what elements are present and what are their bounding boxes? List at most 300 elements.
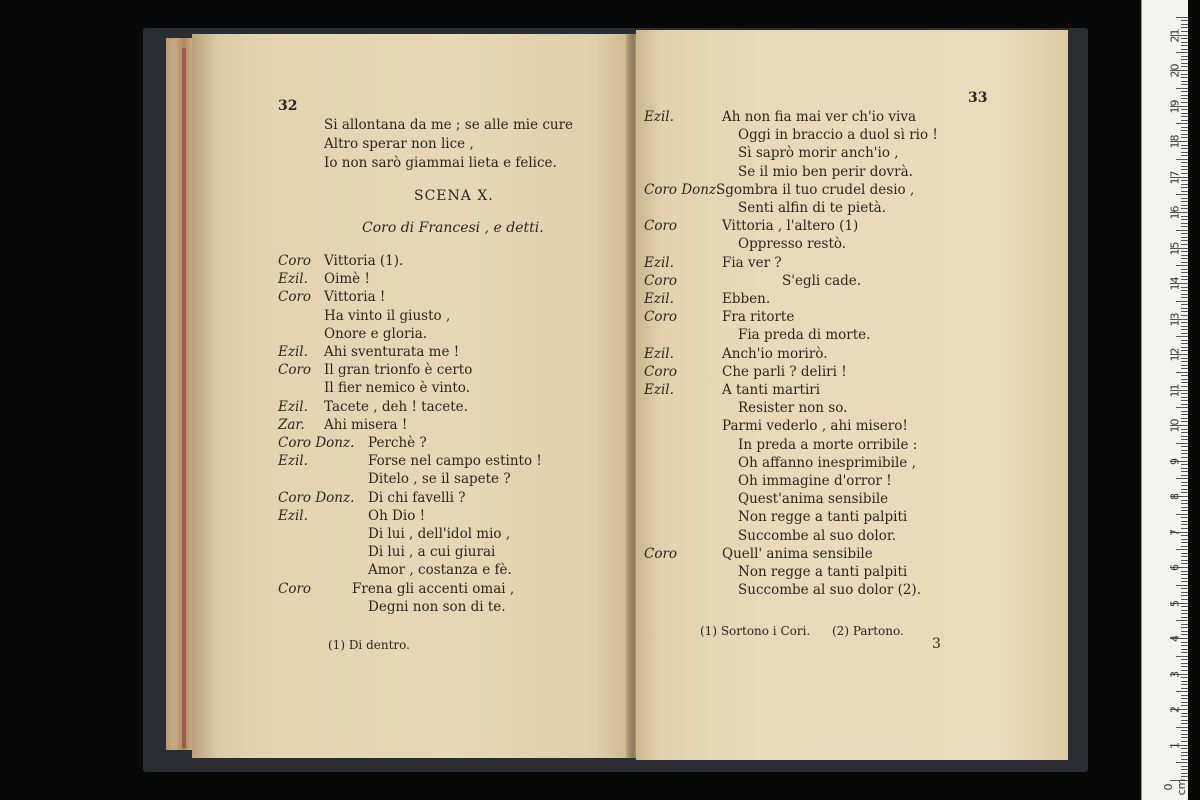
ruler-tick [1181, 528, 1188, 529]
ruler-tick [1181, 560, 1188, 561]
ruler-tick [1181, 208, 1188, 209]
speaker-label: Ezil. [278, 507, 308, 524]
ruler-tick [1181, 152, 1188, 153]
ruler-tick [1181, 294, 1188, 295]
ruler-tick [1176, 762, 1188, 763]
ruler-tick [1181, 340, 1188, 341]
ruler-tick [1176, 88, 1188, 89]
ruler-tick [1181, 45, 1188, 46]
ruler-tick [1181, 276, 1188, 277]
ruler-tick [1181, 308, 1188, 309]
ruler-tick [1176, 478, 1188, 479]
verse-line: Non regge a tanti palpiti [738, 564, 908, 580]
ruler-tick [1181, 272, 1188, 273]
signature-mark: 3 [932, 636, 941, 652]
ruler-tick [1181, 411, 1188, 412]
ruler-tick [1181, 397, 1188, 398]
ruler-tick [1181, 695, 1188, 696]
speaker-label: Ezil. [644, 109, 674, 125]
ruler-tick [1181, 556, 1188, 557]
ruler-tick [1181, 624, 1188, 625]
verse-line: Ha vinto il giusto , [324, 307, 451, 324]
verse-line: In preda a morte orribile : [738, 436, 918, 453]
ruler-number: 9 [1168, 457, 1182, 465]
ruler-tick [1181, 262, 1188, 263]
ruler-tick [1176, 265, 1188, 266]
ruler-tick [1181, 507, 1188, 508]
ruler-tick [1181, 287, 1188, 288]
ruler-tick [1181, 542, 1188, 543]
ruler-number: 8 [1168, 493, 1182, 500]
verse-line: Vittoria ! [324, 289, 386, 306]
ruler-tick [1181, 329, 1188, 330]
speaker-label: Ezil. [278, 271, 308, 288]
ruler-tick [1181, 237, 1188, 238]
page-number-left: 32 [278, 98, 298, 114]
ruler-tick [1181, 59, 1188, 60]
footnote-2: (2) Partono. [832, 624, 904, 638]
ruler-number: 13 [1168, 312, 1182, 326]
ruler-tick [1176, 691, 1188, 692]
ruler-number: 18 [1168, 134, 1182, 149]
ruler-tick [1181, 734, 1188, 735]
ruler-tick [1181, 752, 1188, 753]
ruler-tick [1181, 326, 1188, 327]
ruler-tick [1181, 741, 1188, 742]
ruler-tick [1181, 748, 1188, 749]
ruler-tick [1181, 269, 1188, 270]
verse-line: Oimè ! [324, 271, 370, 288]
verse-line: Fra ritorte [722, 309, 795, 326]
speaker-label: Coro Donz. [278, 489, 355, 506]
ruler-tick [1181, 350, 1188, 351]
ruler-number: 1 [1168, 741, 1182, 749]
ruler-tick [1181, 475, 1188, 476]
ruler-tick [1181, 166, 1188, 167]
speaker-label: Coro Donz. [644, 181, 721, 198]
ruler-tick [1181, 56, 1188, 57]
ruler-tick [1176, 443, 1188, 444]
ruler-tick [1181, 606, 1188, 607]
ruler-tick [1181, 578, 1188, 579]
ruler-tick [1181, 201, 1188, 202]
ruler-tick [1181, 517, 1188, 518]
ruler-tick [1181, 489, 1188, 490]
ruler-tick [1181, 315, 1188, 316]
speaker-label: Coro [278, 580, 312, 597]
ruler-tick [1181, 81, 1188, 82]
ruler-tick [1181, 524, 1188, 525]
speaker-label: Ezil. [644, 345, 674, 362]
verse-line: Io non sarò giammai lieta e felice. [324, 155, 557, 171]
ruler-tick [1176, 230, 1188, 231]
verse-line: Oh affanno inesprimibile , [738, 454, 916, 471]
ruler-tick [1181, 723, 1188, 724]
ruler-tick [1181, 84, 1188, 85]
ruler-tick [1181, 173, 1188, 174]
footnote-left: (1) Di dentro. [328, 638, 410, 652]
ruler-tick [1181, 258, 1188, 259]
verse-line: Il gran trionfo è certo [324, 362, 473, 379]
page-number-right: 33 [968, 90, 988, 106]
ruler-tick [1181, 485, 1188, 486]
ruler-tick [1181, 652, 1188, 653]
verse-line: S'egli cade. [782, 272, 862, 289]
ruler-tick [1181, 688, 1188, 689]
speaker-label: Ezil. [644, 254, 674, 271]
verse-line: Tacete , deh ! tacete. [324, 398, 468, 415]
ruler-tick [1181, 290, 1188, 291]
ruler-number: 4 [1168, 635, 1182, 642]
ruler-tick [1181, 773, 1188, 774]
ruler-number: 10 [1168, 418, 1182, 433]
ruler-tick [1181, 113, 1188, 114]
verse-line: Senti alfin di te pietà. [738, 200, 886, 216]
ruler-tick [1181, 634, 1188, 635]
ruler-tick [1181, 343, 1188, 344]
ruler-tick [1181, 393, 1188, 394]
ruler-tick [1181, 162, 1188, 163]
verse-line: Vittoria , l'altero (1) [722, 218, 859, 235]
ruler-tick [1181, 77, 1188, 78]
verse-line: Si allontana da me ; se alle mie cure [324, 117, 574, 133]
ruler-tick [1181, 457, 1188, 458]
speaker-label: Coro Donz. [278, 435, 355, 451]
ruler-tick [1181, 453, 1188, 454]
verse-line: Oggi in braccio a duol sì rio ! [738, 127, 938, 144]
ruler-tick [1181, 375, 1188, 376]
verse-line: Amor , costanza e fè. [368, 562, 512, 579]
verse-line: Oh immagine d'orror ! [738, 473, 892, 489]
ruler-tick [1176, 17, 1188, 18]
ruler-tick [1181, 677, 1188, 678]
speaker-label: Coro [644, 545, 678, 562]
ruler-tick [1181, 471, 1188, 472]
ruler-tick [1181, 404, 1188, 405]
ruler-tick [1181, 365, 1188, 366]
ruler-tick [1181, 368, 1188, 369]
scene-title: SCENA X. [414, 188, 494, 204]
ruler-tick [1181, 450, 1188, 451]
verse-line: Frena gli accenti omai , [352, 580, 515, 597]
ruler-tick [1181, 617, 1188, 618]
ruler-tick [1181, 737, 1188, 738]
ruler-tick [1181, 659, 1188, 660]
verse-line: Altro sperar non lice , [324, 136, 474, 152]
ruler-tick [1176, 301, 1188, 302]
speaker-label: Coro [278, 362, 312, 379]
ruler-tick [1181, 304, 1188, 305]
verse-line: Oppresso restò. [738, 236, 847, 253]
ruler-tick [1181, 681, 1188, 682]
ruler-number: 7 [1168, 528, 1182, 536]
ruler-tick [1181, 63, 1188, 64]
ruler-tick [1181, 446, 1188, 447]
ruler-tick [1181, 684, 1188, 685]
ruler-number: 3 [1168, 670, 1182, 678]
page-edge-stain [182, 48, 186, 748]
ruler-tick [1176, 194, 1188, 195]
speaker-label: Coro [278, 253, 312, 269]
verse-line: Quell' anima sensibile [722, 545, 873, 562]
verse-line: Succombe al suo dolor. [738, 527, 897, 544]
ruler-tick [1176, 514, 1188, 515]
ruler-tick [1181, 588, 1188, 589]
ruler-tick [1181, 169, 1188, 170]
ruler-tick [1181, 716, 1188, 717]
ruler-tick [1181, 361, 1188, 362]
ruler-tick [1181, 20, 1188, 21]
ruler-tick [1181, 216, 1188, 217]
ruler-number: 2 [1168, 706, 1182, 713]
verse-line: Vittoria (1). [324, 253, 404, 269]
ruler-tick [1181, 553, 1188, 554]
verse-line: Parmi vederlo , ahi misero! [722, 418, 908, 435]
ruler-tick [1181, 468, 1188, 469]
ruler-tick [1181, 755, 1188, 756]
ruler-tick [1181, 109, 1188, 110]
ruler-tick [1181, 233, 1188, 234]
ruler-number: 12 [1168, 347, 1182, 362]
ruler-tick [1176, 123, 1188, 124]
ruler-tick [1181, 95, 1188, 96]
ruler-tick [1181, 219, 1188, 220]
verse-line: Forse nel campo estinto ! [368, 453, 542, 470]
ruler-tick [1181, 482, 1188, 483]
verse-line: A tanti martiri [722, 382, 821, 398]
ruler-tick [1181, 571, 1188, 572]
ruler-tick [1181, 148, 1188, 149]
ruler-tick [1181, 642, 1188, 643]
ruler-tick [1181, 382, 1188, 383]
ruler-tick [1181, 311, 1188, 312]
verse-line: Succombe al suo dolor (2). [738, 582, 921, 599]
ruler-tick [1181, 333, 1188, 334]
ruler-tick [1181, 510, 1188, 511]
ruler-tick [1181, 613, 1188, 614]
verse-line: Ah non fia mai ver ch'io viva [722, 109, 917, 125]
ruler-number: 17 [1168, 170, 1182, 184]
ruler-tick [1181, 663, 1188, 664]
ruler-tick [1181, 649, 1188, 650]
right-page [636, 30, 1068, 760]
ruler-tick [1181, 610, 1188, 611]
verse-line: Di chi favelli ? [368, 489, 466, 506]
ruler-tick [1181, 631, 1188, 632]
speaker-label: Ezil. [278, 453, 308, 470]
ruler-tick [1181, 698, 1188, 699]
ruler-tick [1181, 720, 1188, 721]
ruler-tick [1181, 347, 1188, 348]
ruler-tick [1181, 198, 1188, 199]
ruler-tick [1181, 439, 1188, 440]
ruler-tick [1181, 702, 1188, 703]
ruler-tick [1176, 727, 1188, 728]
ruler-tick [1181, 24, 1188, 25]
ruler-tick [1181, 769, 1188, 770]
ruler-tick [1181, 134, 1188, 135]
ruler-tick [1181, 414, 1188, 415]
verse-line: Oh Dio ! [368, 507, 426, 524]
ruler-tick [1181, 500, 1188, 501]
footnote-1: (1) Sortono i Cori. [700, 624, 811, 638]
ruler-tick [1181, 730, 1188, 731]
ruler-tick [1181, 38, 1188, 39]
ruler-tick [1181, 595, 1188, 596]
ruler-tick [1181, 322, 1188, 323]
ruler-number: 20 [1168, 63, 1182, 78]
ruler-tick [1181, 191, 1188, 192]
ruler-tick [1181, 464, 1188, 465]
ruler-tick [1176, 407, 1188, 408]
ruler-tick [1181, 31, 1188, 32]
verse-line: Sgombra il tuo crudel desio , [716, 181, 915, 198]
ruler-tick [1181, 766, 1188, 767]
speaker-label: Coro [644, 218, 678, 235]
verse-line: Ebben. [722, 291, 771, 307]
verse-line: Di lui , a cui giurai [368, 544, 496, 561]
scene-subtitle: Coro di Francesi , e detti. [362, 220, 544, 236]
ruler-number: 16 [1168, 205, 1182, 220]
ruler-tick [1181, 251, 1188, 252]
left-page [192, 34, 630, 758]
verse-line: Il fier nemico è vinto. [324, 380, 470, 397]
ruler-tick [1181, 74, 1188, 75]
ruler-tick [1176, 620, 1188, 621]
ruler-tick [1176, 656, 1188, 657]
verse-line: Resister non so. [738, 400, 848, 417]
verse-line: Sì saprò morir anch'io , [738, 145, 899, 162]
ruler-tick [1181, 244, 1188, 245]
ruler-tick [1176, 549, 1188, 550]
ruler-tick [1176, 52, 1188, 53]
ruler-tick [1181, 503, 1188, 504]
ruler-tick [1181, 127, 1188, 128]
ruler-tick [1181, 102, 1188, 103]
ruler-tick [1181, 386, 1188, 387]
ruler-tick [1181, 592, 1188, 593]
ruler-tick [1181, 759, 1188, 760]
ruler-tick [1181, 379, 1188, 380]
ruler-number: 14 [1168, 276, 1182, 291]
speaker-label: Zar. [278, 416, 305, 433]
ruler-tick [1181, 91, 1188, 92]
ruler-tick [1181, 223, 1188, 224]
ruler-tick [1181, 599, 1188, 600]
ruler-tick [1181, 240, 1188, 241]
ruler-tick [1176, 336, 1188, 337]
ruler-tick [1181, 705, 1188, 706]
ruler-tick [1181, 645, 1188, 646]
ruler-tick [1181, 205, 1188, 206]
verse-line: Ditelo , se il sapete ? [368, 471, 511, 488]
ruler-tick [1181, 155, 1188, 156]
ruler-tick [1181, 432, 1188, 433]
verse-line: Degni non son di te. [368, 598, 506, 615]
verse-line: Ahi sventurata me ! [324, 344, 460, 360]
ruler-number: 21 [1168, 28, 1182, 42]
verse-line: Ahi misera ! [324, 416, 408, 433]
ruler-tick [1181, 400, 1188, 401]
verse-line: Anch'io morirò. [722, 345, 828, 362]
ruler-tick [1181, 49, 1188, 50]
ruler-tick [1181, 358, 1188, 359]
ruler-number: 6 [1168, 564, 1182, 571]
speaker-label: Coro [278, 289, 312, 306]
ruler-tick [1176, 585, 1188, 586]
ruler-tick [1181, 670, 1188, 671]
verse-line: Quest'anima sensibile [738, 491, 889, 508]
ruler-tick [1181, 255, 1188, 256]
ruler-tick [1181, 66, 1188, 67]
ruler-tick [1181, 418, 1188, 419]
ruler-tick [1176, 159, 1188, 160]
ruler-tick [1181, 581, 1188, 582]
ruler-tick [1181, 429, 1188, 430]
ruler-tick [1181, 279, 1188, 280]
verse-line: Fia preda di morte. [738, 327, 871, 344]
speaker-label: Coro [644, 363, 678, 380]
ruler-tick [1181, 436, 1188, 437]
verse-line: Onore e gloria. [324, 325, 428, 342]
verse-line: Che parli ? deliri ! [722, 363, 847, 380]
ruler-number: 19 [1168, 99, 1182, 113]
ruler-tick [1181, 226, 1188, 227]
ruler-tick [1181, 546, 1188, 547]
ruler-tick [1181, 130, 1188, 131]
verse-line: Non regge a tanti palpiti [738, 509, 908, 526]
ruler-tick [1181, 535, 1188, 536]
ruler-tick [1181, 42, 1188, 43]
ruler-tick [1181, 137, 1188, 138]
ruler-tick [1181, 713, 1188, 714]
ruler-tick [1181, 421, 1188, 422]
ruler-tick [1176, 372, 1188, 373]
ruler-tick [1181, 120, 1188, 121]
ruler-number: 11 [1168, 383, 1182, 397]
ruler-tick [1181, 297, 1188, 298]
ruler-tick [1181, 627, 1188, 628]
ruler-tick [1181, 574, 1188, 575]
ruler-tick [1181, 563, 1188, 564]
ruler-tick [1181, 521, 1188, 522]
speaker-label: Coro [644, 272, 678, 289]
speaker-label: Ezil. [644, 382, 674, 398]
speaker-label: Coro [644, 309, 678, 326]
speaker-label: Ezil. [644, 291, 674, 307]
ruler-tick [1181, 492, 1188, 493]
ruler-number: 15 [1168, 241, 1182, 255]
ruler-tick [1181, 145, 1188, 146]
speaker-label: Ezil. [278, 344, 308, 360]
speaker-label: Ezil. [278, 398, 308, 415]
verse-line: Perchè ? [368, 435, 427, 451]
measuring-ruler [1141, 0, 1188, 800]
ruler-tick [1181, 116, 1188, 117]
ruler-tick [1181, 98, 1188, 99]
ruler-tick [1181, 180, 1188, 181]
ruler-tick [1181, 539, 1188, 540]
ruler-tick [1181, 27, 1188, 28]
ruler-number: 0 cm [1162, 778, 1188, 796]
ruler-tick [1181, 184, 1188, 185]
verse-line: Di lui , dell'idol mio , [368, 526, 511, 542]
verse-line: Fia ver ? [722, 254, 782, 271]
verse-line: Se il mio ben perir dovrà. [738, 163, 913, 180]
ruler-number: 5 [1168, 599, 1182, 607]
ruler-tick [1181, 187, 1188, 188]
ruler-tick [1181, 666, 1188, 667]
